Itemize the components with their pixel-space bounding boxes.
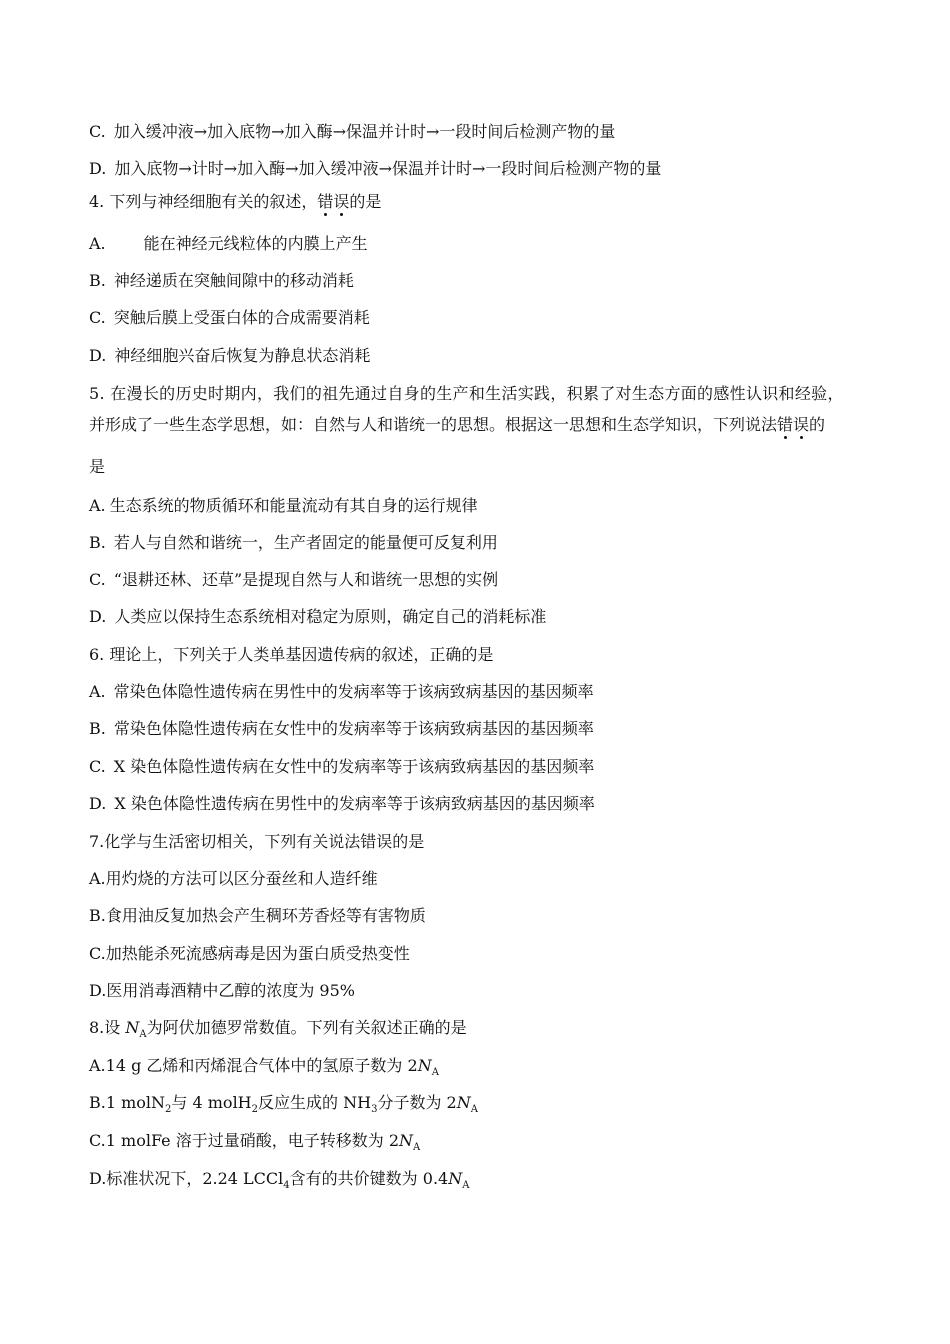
option-text: 常染色体隐性遗传病在男性中的发病率等于该病致病基因的基因频率 [113,682,594,701]
option-text: 神经细胞兴奋后恢复为静息状态消耗 [114,346,371,365]
option-label: B. [89,533,106,552]
option-text: 神经递质在突触间隙中的移动消耗 [113,271,354,290]
option-text: A.14 g 乙烯和丙烯混合气体中的氢原子数为 2 [89,1056,418,1075]
avogadro-symbol: N [399,1131,413,1150]
q5-option-b [89,532,870,554]
q7-option-b: B.食用油反复加热会产生稠环芳香烃等有害物质 [89,906,426,925]
q6-stem: 6. 理论上，下列关于人类单基因遗传病的叙述，正确的是 [89,645,494,664]
option-text: 加入缓冲液→加入底物→加入酶→保温并计时→一段时间后检测产物的量 [113,122,616,141]
avogadro-subscript: A [431,1067,439,1078]
option-text: 能在神经元线粒体的内膜上产生 [143,234,368,253]
option-label: C. [89,757,106,776]
avogadro-subscript: A [462,1180,470,1191]
option-text: 加入底物→计时→加入酶→加入缓冲液→保温并计时→一段时间后检测产物的量 [114,159,662,178]
avogadro-symbol: N [417,1056,432,1075]
q7-option-a: A.用灼烧的方法可以区分蚕丝和人造纤维 [89,869,378,888]
option-text: X 染色体隐性遗传病在男性中的发病率等于该病致病基因的基因频率 [114,794,595,813]
q8-option-b [89,1092,870,1114]
q4-stem-end: 的是 [349,192,382,211]
q5-option-a [89,495,870,517]
q3-option-c [89,121,870,143]
q5-option-c [89,569,870,591]
option-text: 反应生成的 NH [258,1093,372,1112]
q8-option-a [89,1055,870,1077]
option-text: 分子数为 2 [377,1093,457,1112]
option-label: D. [89,159,107,178]
formula-subscript: 4 [283,1180,290,1191]
option-text: 人类应以保持生态系统相对稳定为原则，确定自己的消耗标准 [114,607,547,626]
q8-stem-text: 8.设 [89,1018,126,1037]
option-label: C. [89,570,106,589]
avogadro-subscript: A [470,1104,478,1115]
emphasis-char: 误 [793,415,810,434]
q8-stem [89,1017,870,1039]
option-label: B. [89,719,106,738]
q6-option-a [89,681,870,703]
q5-stem-text: 并形成了一些生态学思想，如：自然与人和谐统一的思想。根据这一思想和生态学知识，下列说法 [89,415,778,434]
q7-stem: 7.化学与生活密切相关，下列有关说法错误的是 [89,832,425,851]
q5-option-d [89,606,870,628]
q6-option-c [89,756,870,778]
emphasis-char: 错 [777,415,794,434]
q8-option-c [89,1130,870,1152]
q4-option-b [89,270,870,292]
option-label: D. [89,794,107,813]
option-label: D. [89,346,107,365]
option-text: 若人与自然和谐统一，生产者固定的能量便可反复利用 [113,533,498,552]
formula-subscript: 2 [251,1104,259,1115]
option-text: B.1 molN [89,1093,166,1112]
option-label: B. [89,271,106,290]
emphasis-char: 误 [333,192,350,211]
option-text: X 染色体隐性遗传病在女性中的发病率等于该病致病基因的基因频率 [113,757,595,776]
option-text: “退耕还林、还草”是提现自然与人和谐统一思想的实例 [113,570,499,589]
avogadro-symbol: N [448,1169,463,1188]
formula-subscript: 2 [165,1104,172,1115]
avogadro-subscript: A [413,1142,421,1153]
q4-option-d [89,345,870,367]
q5-stem-line-2 [89,414,870,436]
option-text: 常染色体隐性遗传病在女性中的发病率等于该病致病基因的基因频率 [113,719,594,738]
q4-option-c [89,307,870,329]
q4-option-a [89,233,870,255]
q5-stem-line-1: 5. 在漫长的历史时期内，我们的祖先通过自身的生产和生活实践，积累了对生态方面的感性认识和经验， [89,384,844,403]
avogadro-subscript: A [139,1029,147,1040]
avogadro-symbol: N [125,1018,140,1037]
option-label: C. [89,308,106,327]
q4-stem [89,191,870,213]
option-text: 突触后膜上受蛋白体的合成需要消耗 [113,308,370,327]
emphasis-char: 错 [317,192,334,211]
option-text: 与 4 molH [171,1093,252,1112]
avogadro-symbol: N [456,1093,471,1112]
option-label: A. [89,682,106,701]
option-label: D. [89,607,107,626]
q6-option-b [89,718,870,740]
q7-option-c: C.加热能杀死流感病毒是因为蛋白质受热变性 [89,944,410,963]
q8-option-d [89,1168,870,1190]
option-text: C.1 molFe 溶于过量硝酸，电子转移数为 2 [89,1131,399,1150]
q5-stem-end: 的 [809,415,826,434]
option-label: C. [89,122,106,141]
formula-subscript: 3 [371,1104,378,1115]
q4-stem-text: 4. 下列与神经细胞有关的叙述， [89,192,318,211]
q6-option-d [89,793,870,815]
option-text: 生态系统的物质循环和能量流动有其自身的运行规律 [109,496,478,515]
q5-stem-line-3: 是 [89,457,106,476]
q7-option-d: D.医用消毒酒精中乙醇的浓度为 95% [89,981,355,1000]
q3-option-d [89,158,870,180]
option-label: A. [89,234,106,253]
option-text: 含有的共价键数为 0.4 [289,1169,449,1188]
option-text: D.标准状况下，2.24 LCCl [89,1169,284,1188]
q8-stem-end: 为阿伏加德罗常数值。下列有关叙述正确的是 [146,1018,467,1037]
option-label: A. [89,496,106,515]
